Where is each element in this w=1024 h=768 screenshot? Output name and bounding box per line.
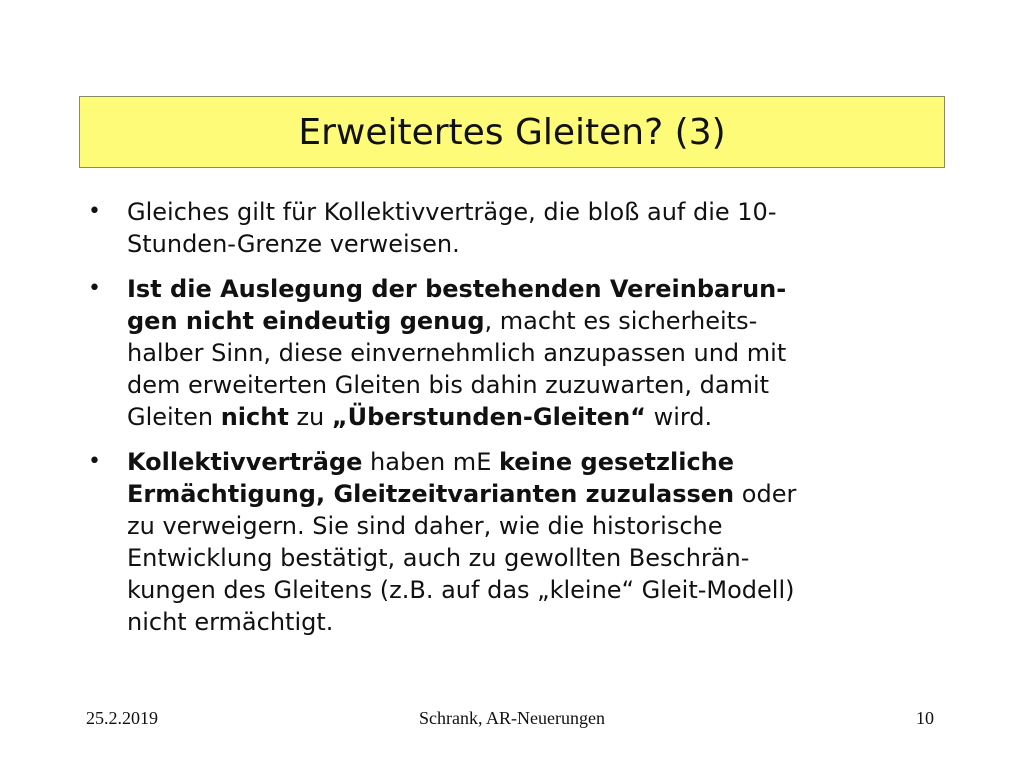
- bold-text-segment: Kollektivverträge: [127, 448, 363, 476]
- bullet-line: [127, 305, 948, 337]
- text-segment: nicht ermächtigt.: [127, 608, 334, 636]
- footer-date: 25.2.2019: [86, 708, 158, 728]
- bold-text-segment: nicht: [220, 403, 289, 431]
- bold-text-segment: Ermächtigung, Gleitzeitvarianten zuzulassen: [127, 480, 735, 508]
- text-segment: wird.: [645, 403, 713, 431]
- bold-text-segment: keine gesetzliche: [498, 448, 735, 476]
- text-segment: haben mE: [362, 448, 499, 476]
- text-segment: zu: [288, 403, 332, 431]
- bold-text-segment: „Überstunden-Gleiten“: [331, 403, 646, 431]
- text-segment: halber Sinn, diese einvernehmlich anzupassen und mit: [127, 339, 787, 367]
- text-segment: Gleiten: [127, 403, 221, 431]
- bullet-dot-icon: •: [88, 199, 101, 224]
- text-segment: oder: [734, 480, 797, 508]
- bullet-line: [127, 369, 948, 401]
- text-segment: Stunden-Grenze verweisen.: [127, 230, 460, 258]
- footer-presenter-title: Schrank, AR-Neuerungen: [419, 708, 605, 728]
- bullet-list: [88, 196, 948, 651]
- bullet-item: [88, 446, 948, 638]
- text-segment: Entwicklung bestätigt, auch zu gewollten Beschrän-: [127, 544, 750, 572]
- footer-page-number: 10: [916, 708, 934, 728]
- bullet-line: [127, 337, 948, 369]
- bullet-line: [127, 542, 948, 574]
- bullet-line: [127, 273, 948, 305]
- bold-text-segment: Ist die Auslegung der bestehenden Vereinbarun-: [127, 275, 787, 303]
- bullet-line: [127, 606, 948, 638]
- bullet-dot-icon: •: [88, 276, 101, 301]
- bullet-line: [127, 574, 948, 606]
- bullet-line: [127, 446, 948, 478]
- bullet-line: [127, 196, 948, 228]
- text-segment: , macht es sicherheits-: [484, 307, 758, 335]
- bold-text-segment: gen nicht eindeutig genug: [127, 307, 485, 335]
- title-box: [79, 96, 945, 168]
- text-segment: kungen des Gleitens (z.B. auf das „kleine“ Gleit-Modell): [127, 576, 795, 604]
- text-segment: dem erweiterten Gleiten bis dahin zuzuwarten, damit: [127, 371, 770, 399]
- bullet-line: [127, 228, 948, 260]
- bullet-line: [127, 401, 948, 433]
- text-segment: Gleiches gilt für Kollektivverträge, die bloß auf die 10-: [127, 198, 777, 226]
- bullet-line: [127, 478, 948, 510]
- bullet-item: [88, 196, 948, 260]
- slide-title: Erweitertes Gleiten? (3): [298, 112, 726, 153]
- bullet-item: [88, 273, 948, 433]
- bullet-line: [127, 510, 948, 542]
- text-segment: zu verweigern. Sie sind daher, wie die historische: [127, 512, 723, 540]
- bullet-dot-icon: •: [88, 449, 101, 474]
